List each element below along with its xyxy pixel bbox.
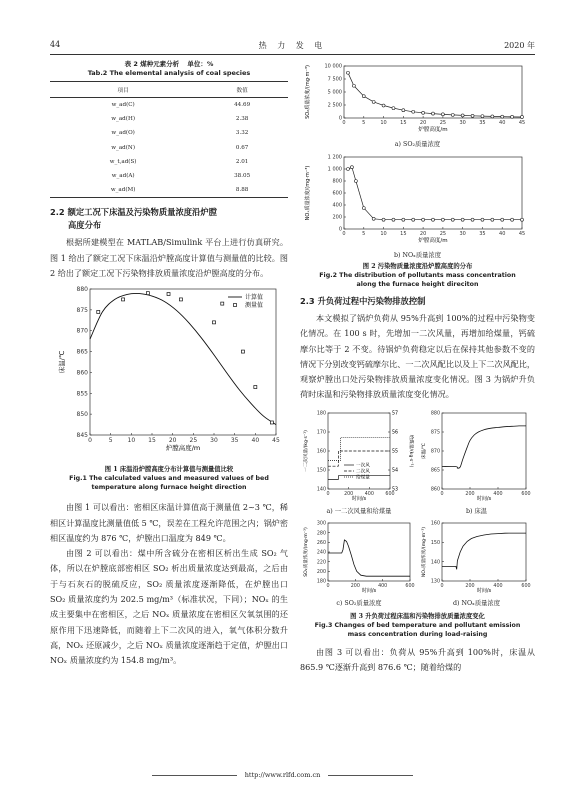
x-tick-label: 15 (400, 231, 407, 237)
figure-3-top-captions (300, 507, 535, 517)
x-tick-label: 40 (499, 120, 506, 126)
y-tick-label: 880 (76, 286, 88, 294)
data-point (511, 115, 514, 118)
table2-title-en: Tab.2 The elemental analysis of coal species (87, 69, 251, 77)
journal-name: 热 力 发 电 (258, 41, 327, 50)
y-tick-label: 870 (430, 449, 440, 455)
table-cell-item: w_ad(C) (111, 102, 135, 109)
plot-frame (344, 66, 522, 118)
data-point (451, 113, 454, 116)
data-point (471, 218, 474, 221)
x-tick-label: 10 (380, 120, 387, 126)
x-tick-label: 600 (405, 583, 415, 589)
paragraph: 由图 1 可以看出：密相区床温计算值高于测量值 2~3 ℃，稀相区计算温度比测量值低 5 ℃，误差在工程允许范围之内；锅炉密相区温度约为 876 ℃，炉膛出口温度为 849 ℃。 (50, 502, 288, 543)
measured-point (146, 292, 149, 295)
y2-tick-label: 55 (392, 449, 399, 455)
y-axis-label: SO₂质量浓度/(mg·m⁻³) (305, 65, 311, 119)
nox-line (442, 533, 526, 569)
table-header-item: 项目 (50, 82, 196, 98)
data-point (441, 113, 444, 116)
legend-label: 二次风 (356, 469, 370, 475)
y-axis-label: NOₓ质量浓度/(mg·m⁻³) (305, 165, 311, 221)
x-tick-label: 35 (479, 120, 486, 126)
data-point (392, 107, 395, 110)
x-tick-label: 40 (499, 231, 506, 237)
y-axis-label: 床温/℃ (58, 350, 66, 374)
x-tick-label: 20 (419, 120, 427, 126)
y-tick-label: 0 (338, 226, 342, 233)
y-axis-label: SO₂质量浓度/(mg·m⁻³) (304, 527, 309, 577)
legend-label: 一次风 (356, 463, 370, 469)
data-point (432, 112, 435, 115)
y2-tick-label: 54 (392, 468, 399, 474)
measured-point (179, 298, 182, 301)
figure-3c-chart (300, 517, 418, 599)
data-point (350, 166, 353, 169)
measured-point (270, 421, 273, 424)
paragraph: 由图 3 可以看出：负荷从 95%升高到 100%时，床温从 865.9 ℃逐渐升高到 876.6 ℃；随着给煤的 (300, 646, 535, 673)
x-tick-label: 30 (459, 231, 466, 237)
y-tick-label: 0 (338, 115, 342, 122)
data-point (481, 115, 484, 118)
x-tick-label: 10 (127, 437, 136, 445)
x-tick-label: 400 (493, 491, 503, 497)
measured-point (167, 293, 170, 296)
left-column (50, 60, 288, 668)
figure-2-caption (300, 262, 535, 289)
data-point (471, 114, 474, 117)
y2-tick-label: 57 (392, 411, 399, 417)
y-tick-label: 7 500 (327, 76, 342, 83)
y-axis-label: NOₓ质量浓度/(mg·m⁻³) (422, 526, 427, 577)
figure-1-caption-en-2: temperature along furnace height direction (91, 484, 247, 492)
figure-3b-caption: b) 床温 (465, 507, 488, 515)
running-header (50, 40, 535, 55)
y-tick-label: 10 000 (324, 63, 342, 70)
table-cell-value: 8.88 (196, 183, 288, 198)
section-2-2-title-cont: 高度分布 (68, 220, 102, 231)
table-row (50, 141, 288, 155)
x-tick-label: 400 (364, 491, 374, 497)
x-axis-label: 时间/s (351, 495, 367, 502)
page-number: 44 (50, 40, 61, 49)
table-row (50, 183, 288, 198)
table-cell-item: w_ad(M) (50, 183, 196, 198)
x-tick-label: 600 (385, 491, 395, 497)
x-axis-label: 炉膛高度/m (165, 444, 201, 453)
y-tick-label: 240 (316, 550, 326, 556)
y-tick-label: 200 (316, 569, 326, 575)
data-point (346, 168, 349, 171)
x-tick-label: 200 (344, 491, 354, 497)
y2-tick-label: 56 (392, 430, 399, 436)
figure-1-chart (50, 281, 288, 461)
table-header-value: 数值 (196, 82, 288, 98)
legend-label: 给煤量 (356, 475, 370, 481)
x-tick-label: 25 (439, 231, 447, 237)
figure-3d-caption: d) NOₓ质量浓度 (452, 599, 501, 607)
y-tick-label: 170 (316, 430, 326, 436)
table-row (50, 98, 288, 113)
measured-point (254, 386, 257, 389)
figure-3-caption-en-1: Fig.3 Changes of bed temperature and pollutant emission (314, 621, 521, 629)
figure-3a-caption: a) 一二次风量和给煤量 (326, 507, 392, 515)
figure-1-caption-en-1: Fig.1 The calculated values and measured values of bed (69, 475, 269, 483)
x-tick-label: 200 (465, 491, 475, 497)
y-tick-label: 260 (316, 540, 326, 546)
x-tick-label: 35 (230, 437, 239, 445)
measured-point (213, 321, 216, 324)
data-point (382, 104, 385, 107)
x-tick-label: 30 (210, 437, 218, 445)
table-cell-item: w_ad(N) (111, 144, 136, 151)
table-cell-item: w_ad(A) (111, 173, 135, 180)
table-cell-value: 38.05 (234, 173, 251, 180)
table-cell-item: w_ad(O) (111, 130, 135, 137)
figure-1-caption (50, 465, 288, 492)
data-point (346, 71, 349, 74)
table-cell-value: 44.69 (234, 102, 251, 109)
data-point (422, 111, 425, 114)
calculated-series-line (90, 294, 276, 425)
y-tick-label: 865 (76, 348, 88, 356)
data-point (362, 95, 365, 98)
figure-2b-caption: b) NOₓ质量浓度 (393, 252, 442, 259)
x-axis-label: 时间/s (476, 587, 492, 594)
paragraph: 由图 2 可以看出：煤中所含硫分在密相区析出生成 SO₂ 气体，所以在炉膛底部密相区 SO₂ 析出质量浓度达到最高，之后由于与石灰石的脱硫反应，SO₂ 质量浓度逐渐降低，在炉膛出口 SO₂ 质量浓度约为 202.5 mg/m³（标准状况，下同）；NOₓ 的生成主要集中在密相区，之后 NOₓ 质量浓度在密相区欠氧氛围的还原作用下迅速降低，而随着上下二次风的进入，氧气体积分数升高，NOₓ 还原减少，之后 NOₓ 质量浓度逐渐趋于定值，炉膛出口 NOₓ 质量浓度约为 154.8 mg/m³。 (50, 548, 288, 666)
table-row (50, 155, 288, 169)
data-point (402, 218, 405, 221)
y-tick-label: 140 (430, 560, 440, 566)
y-tick-label: 180 (316, 411, 326, 417)
x-tick-label: 45 (518, 120, 526, 126)
right-column (300, 60, 535, 675)
data-point (372, 217, 375, 220)
table-cell-value: 3.32 (235, 130, 249, 137)
table-cell-value: 2.38 (235, 116, 249, 123)
y-tick-label: 1 200 (327, 154, 342, 161)
data-point (432, 218, 435, 221)
y-tick-label: 150 (316, 468, 326, 474)
table-row (50, 126, 288, 140)
figure-2-caption-en-2: along the furnace height direciton (356, 281, 479, 288)
x-axis-label: 炉膛高度/m (418, 127, 448, 133)
table-row (50, 112, 288, 126)
data-point (461, 218, 464, 221)
table2-title-cn: 表 2 煤种元素分析 (124, 60, 180, 68)
y-tick-label: 845 (76, 432, 88, 440)
data-point (441, 218, 444, 221)
y-tick-label: 2 500 (327, 102, 342, 109)
figure-2-caption-en-1: Fig.2 The distribution of pollutants mass concentration (319, 272, 516, 279)
table-cell-item: w_ad(H) (111, 116, 136, 123)
journal-year: 2020 年 (504, 41, 535, 50)
footer-url: http://www.rlfd.com.cn (0, 771, 565, 779)
coal-feed-line (328, 437, 390, 460)
x-tick-label: 400 (378, 583, 388, 589)
x-tick-label: 45 (518, 231, 526, 237)
y-tick-label: 800 (332, 178, 342, 185)
x-tick-label: 45 (272, 437, 280, 445)
plot-frame (442, 523, 526, 581)
x-tick-label: 30 (459, 120, 466, 126)
x-tick-label: 5 (108, 437, 113, 445)
section-2-2-title: 2.2 额定工况下床温及污染物质量浓度沿炉膛 (50, 207, 217, 218)
data-point (372, 100, 375, 103)
y-tick-label: 130 (430, 579, 440, 585)
figure-3-top-row (300, 407, 535, 507)
data-point (491, 218, 494, 221)
paragraph: 根据所建模型在 MATLAB/Simulink 平台上进行仿真研究。图 1 给出了额定工况下床温沿炉膛高度计算值与测量值的比较。图 2 给出了额定工况下污染物排放质量浓度沿炉膛高度的分布。 (50, 237, 288, 278)
x-tick-label: 0 (326, 583, 330, 589)
y-tick-label: 160 (316, 449, 326, 455)
y-tick-label: 855 (76, 390, 88, 398)
data-point (392, 218, 395, 221)
figure-3-caption-en-2: mass concentration during load-raising (347, 630, 488, 638)
figure-2a-caption: a) SO₂质量浓度 (394, 141, 441, 148)
plot-frame (90, 289, 276, 435)
x-axis-label: 时间/s (476, 495, 492, 502)
data-point (501, 218, 504, 221)
y-tick-label: 150 (430, 540, 440, 546)
y2-tick-label: 53 (392, 487, 399, 493)
data-point (402, 109, 405, 112)
y-tick-label: 140 (316, 487, 326, 493)
data-point (412, 110, 415, 113)
x-tick-label: 0 (440, 583, 444, 589)
x-tick-label: 20 (168, 437, 177, 445)
y-tick-label: 180 (316, 579, 326, 585)
y-tick-label: 860 (76, 369, 88, 377)
x-tick-label: 600 (521, 491, 531, 497)
data-point (481, 218, 484, 221)
measured-point (97, 311, 100, 314)
figure-3-caption-cn: 图 3 升负荷过程床温和污染物排放质量浓度变化 (350, 612, 485, 620)
table-row (50, 169, 288, 183)
x-tick-label: 35 (479, 231, 486, 237)
data-series-line (348, 167, 522, 220)
x-axis-label: 炉膛高度/m (418, 238, 448, 244)
y-axis-label: 床温/℃ (422, 442, 427, 459)
data-point (461, 114, 464, 117)
section-2-3-title: 2.3 升负荷过程中污染物排放控制 (300, 296, 426, 306)
x-tick-label: 10 (380, 231, 387, 237)
y-tick-label: 300 (316, 521, 326, 527)
y-tick-label: 860 (430, 487, 440, 493)
x-tick-label: 0 (88, 437, 92, 445)
x-tick-label: 200 (350, 583, 360, 589)
figure-3d-chart (418, 517, 535, 599)
x-tick-label: 25 (439, 120, 447, 126)
x-tick-label: 15 (400, 120, 407, 126)
y-tick-label: 400 (332, 202, 342, 209)
table2-unit: 单位：% (187, 60, 214, 68)
y-tick-label: 280 (316, 531, 326, 537)
y-tick-label: 880 (430, 411, 440, 417)
figure-2a-chart (300, 60, 535, 136)
coal-analysis-table (50, 81, 288, 198)
figure-3-caption (300, 612, 535, 639)
bed-temperature-line (442, 426, 526, 468)
x-tick-label: 0 (342, 231, 346, 237)
y-tick-label: 850 (76, 411, 88, 419)
y2-axis-label: 给煤量/(kg·s⁻¹) (408, 434, 413, 468)
figure-2b-chart (300, 151, 535, 247)
figure-1-caption-cn: 图 1 床温沿炉膛高度分布计算值与测量值比较 (104, 466, 234, 474)
y-axis-label: 一二次风量/(kg·s⁻¹) (304, 429, 309, 472)
x-tick-label: 15 (148, 437, 156, 445)
figure-3-bottom-row (300, 517, 535, 599)
x-tick-label: 5 (362, 120, 366, 126)
x-tick-label: 20 (419, 231, 427, 237)
measured-point (122, 298, 125, 301)
data-point (352, 84, 355, 87)
data-point (412, 218, 415, 221)
data-point (362, 207, 365, 210)
data-point (511, 218, 514, 221)
paragraph: 本文模拟了锅炉负荷从 95%升高到 100%的过程中污染物变化情况。在 100 s 时，先增加一二次风量，再增加给煤量，钙硫摩尔比等于 2 不变。待锅炉负荷稳定以后在保持其他参数不变的情况下分别改变钙硫摩尔比、一二次风配比以及上下二次风配比，观察炉膛出口处污染物排放质量浓度变化情况。图 3 为锅炉升负荷时床温和污染物排放质量浓度变化情况。 (300, 313, 535, 400)
y-tick-label: 600 (332, 190, 342, 197)
x-tick-label: 0 (326, 491, 330, 497)
data-point (491, 115, 494, 118)
table-cell-value: 2.01 (235, 158, 249, 165)
y-tick-label: 220 (316, 560, 326, 566)
x-tick-label: 25 (189, 437, 198, 445)
data-point (382, 218, 385, 221)
figure-3b-chart (418, 407, 535, 507)
data-series-line (348, 73, 522, 117)
x-axis-label: 时间/s (361, 587, 377, 594)
legend-measured: 测量值 (245, 302, 264, 310)
x-tick-label: 400 (493, 583, 503, 589)
data-point (521, 218, 524, 221)
y-tick-label: 865 (430, 468, 440, 474)
data-point (451, 218, 454, 221)
data-point (501, 115, 504, 118)
y-tick-label: 875 (430, 430, 440, 436)
so2-line (328, 540, 410, 576)
legend-calculated: 计算值 (245, 294, 264, 302)
figure-3a-chart (300, 407, 418, 507)
y-tick-label: 200 (332, 214, 342, 221)
data-point (422, 218, 425, 221)
x-tick-label: 0 (342, 120, 346, 126)
y-tick-label: 1 000 (327, 166, 342, 173)
figure-2-caption-cn: 图 2 污染物质量浓度沿炉膛高度的分布 (362, 263, 473, 270)
x-tick-label: 40 (251, 437, 260, 445)
table2-caption (50, 60, 288, 78)
y-tick-label: 5 000 (327, 89, 342, 96)
y-tick-label: 160 (430, 521, 440, 527)
figure-3c-caption: c) SO₂质量浓度 (336, 599, 382, 607)
x-tick-label: 5 (362, 231, 366, 237)
data-point (521, 115, 524, 118)
figure-3-bottom-captions (300, 599, 535, 609)
measured-point (241, 350, 244, 353)
plot-frame (442, 413, 526, 489)
x-tick-label: 600 (521, 583, 531, 589)
y-tick-label: 875 (76, 307, 88, 315)
plot-frame (328, 523, 410, 581)
x-tick-label: 200 (465, 583, 475, 589)
table-cell-item: w_t,ad(S) (109, 158, 137, 165)
table-cell-value: 0.67 (235, 144, 249, 151)
data-point (354, 180, 357, 183)
x-tick-label: 0 (440, 491, 444, 497)
measured-point (221, 302, 224, 305)
legend-square-icon (234, 304, 237, 307)
y-tick-label: 870 (76, 327, 88, 335)
